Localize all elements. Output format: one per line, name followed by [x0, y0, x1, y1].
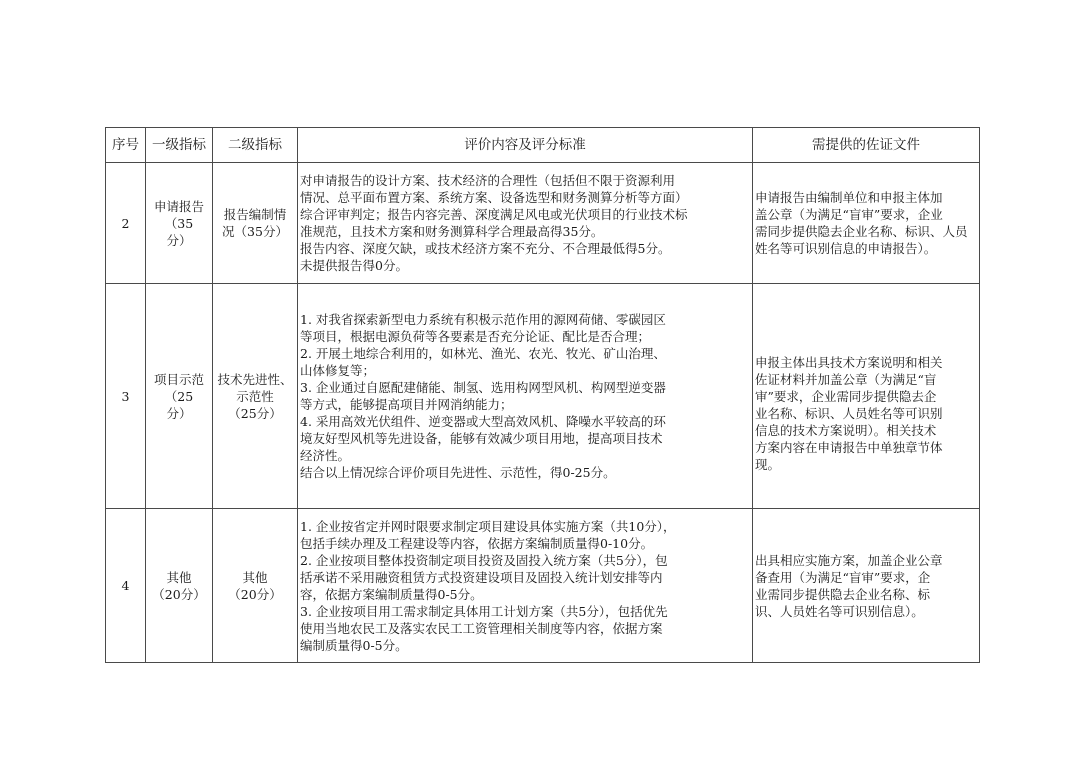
row-level1: 项目示范 （25 分） — [146, 284, 213, 509]
row-level1: 其他 （20分） — [146, 509, 213, 663]
row-seq: 3 — [106, 284, 146, 509]
header-evidence: 需提供的佐证文件 — [753, 128, 980, 163]
row-level2: 技术先进性、 示范性 （25分） — [213, 284, 298, 509]
row-level2: 其他 （20分） — [213, 509, 298, 663]
header-level2: 二级指标 — [213, 128, 298, 163]
table-row — [106, 163, 980, 284]
header-criteria: 评价内容及评分标准 — [298, 128, 753, 163]
row-criteria: 对申请报告的设计方案、技术经济的合理性（包括但不限于资源利用 情况、总平面布置方案、系统方案、设备选型和财务测算分析等方面） 综合评审判定；报告内容完善、深度满足风电或光伏项目的行业技术标 准规范，且技术方案和财务测算科学合理最高得35分。 报告内容、深度欠缺，或技术经济方案不充分、不合理最低得5分。 未提供报告得0分。 — [298, 163, 753, 284]
evaluation-table — [105, 127, 980, 663]
row-seq: 4 — [106, 509, 146, 663]
row-criteria: 1. 对我省探索新型电力系统有积极示范作用的源网荷储、零碳园区 等项目，根据电源负荷等各要素是否充分论证、配比是否合理； 2. 开展土地综合利用的，如林光、渔光、农光、牧光、矿山治理、 山体修复等； 3. 企业通过自愿配建储能、制氢、选用构网型风机、构网型逆变器 等方式，能够提高项目并网消纳能力； 4. 采用高效光伏组件、逆变器或大型高效风机、降噪水平较高的环 境友好型风机等先进设备，能够有效减少项目用地，提高项目技术 经济性。 结合以上情况综合评价项目先进性、示范性，得0-25分。 — [298, 284, 753, 509]
header-level1: 一级指标 — [146, 128, 213, 163]
row-level2: 报告编制情 况（35分） — [213, 163, 298, 284]
row-level1: 申请报告 （35 分） — [146, 163, 213, 284]
row-criteria: 1. 企业按省定并网时限要求制定项目建设具体实施方案（共10分）， 包括手续办理及工程建设等内容，依据方案编制质量得0-10分。 2. 企业按项目整体投资制定项目投资及固投入统方案（共5分），包 括承诺不采用融资租赁方式投资建设项目及固投入统计划安排等内 容，依据方案编制质量得0-5分。 3. 企业按项目用工需求制定具体用工计划方案（共5分），包括优先 使用当地农民工及落实农民工工资管理相关制度等内容，依据方案 编制质量得0-5分。 — [298, 509, 753, 663]
table-header-row — [106, 128, 980, 163]
row-evidence: 申请报告由编制单位和申报主体加 盖公章（为满足“盲审”要求，企业 需同步提供隐去企业名称、标识、人员 姓名等可识别信息的申请报告）。 — [753, 163, 980, 284]
header-seq: 序号 — [106, 128, 146, 163]
row-evidence: 申报主体出具技术方案说明和相关 佐证材料并加盖公章（为满足“盲 审”要求，企业需同步提供隐去企 业名称、标识、人员姓名等可识别 信息的技术方案说明）。相关技术 方案内容在申请报告中单独章节体 现。 — [753, 284, 980, 509]
row-evidence: 出具相应实施方案，加盖企业公章 备查用（为满足“盲审”要求，企 业需同步提供隐去企业名称、标 识、人员姓名等可识别信息）。 — [753, 509, 980, 663]
table-row — [106, 284, 980, 509]
table-row — [106, 509, 980, 663]
row-seq: 2 — [106, 163, 146, 284]
